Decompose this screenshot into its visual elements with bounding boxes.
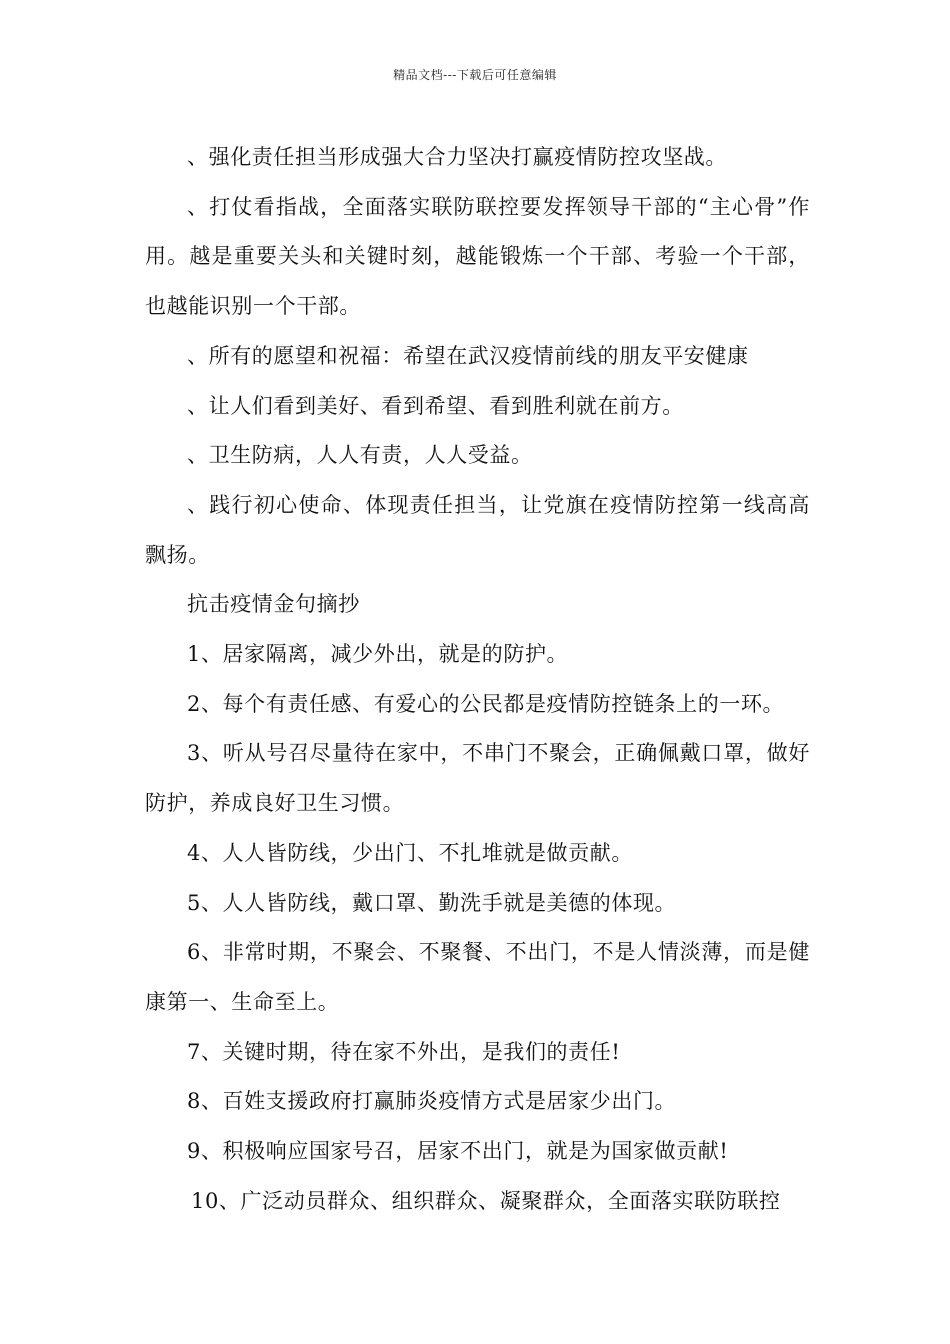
quote-item-2: 2、每个有责任感、有爱心的公民都是疫情防控链条上的一环。 [187,691,785,716]
quote-item-1: 1、居家隔离，减少外出，就是的防护。 [187,642,569,667]
section-heading: 抗击疫情金句摘抄 [187,592,360,617]
quote-item-9: 9、积极响应国家号召，居家不出门，就是为国家做贡献! [187,1139,729,1164]
paragraph-5: 、卫生防病，人人有责，人人受益。 [187,443,533,468]
quote-item-6: 6、非常时期，不聚会、不聚餐、不出门，不是人情淡薄，而是健康第一、生命至上。 [145,940,810,1014]
quote-item-7: 7、关键时期，待在家不外出，是我们的责任! [187,1039,621,1064]
paragraph-1: 、强化责任担当形成强大合力坚决打赢疫情防控攻坚战。 [187,145,727,169]
quote-item-5: 5、人人皆防线，戴口罩、勤洗手就是美德的体现。 [187,890,677,915]
quote-item-8: 8、百姓支援政府打赢肺炎疫情方式是居家少出门。 [187,1089,677,1114]
document-body [145,133,810,1226]
quote-item-3: 3、听从号召尽量待在家中，不串门不聚会，正确佩戴口罩，做好防护，养成良好卫生习惯。 [145,741,810,816]
quote-item-10: 10、广泛动员群众、组织群众、凝聚群众，全面落实联防联控 [191,1188,781,1213]
paragraph-3: 、所有的愿望和祝福：希望在武汉疫情前线的朋友平安健康 [187,343,749,368]
paragraph-4: 、让人们看到美好、看到希望、看到胜利就在前方。 [187,393,684,418]
quote-item-4: 4、人人皆防线，少出门、不扎堆就是做贡献。 [187,840,633,865]
paragraph-2: 、打仗看指战，全面落实联防联控要发挥领导干部的“主心骨”作用。越是重要关头和关键时刻，越能锻炼一个干部、考验一个干部，也越能识别一个干部。 [145,194,810,319]
page-header: 精品文档---下载后可任意编辑 [393,68,557,82]
paragraph-6: 、践行初心使命、体现责任担当，让党旗在疫情防控第一线高高飘扬。 [145,492,810,567]
